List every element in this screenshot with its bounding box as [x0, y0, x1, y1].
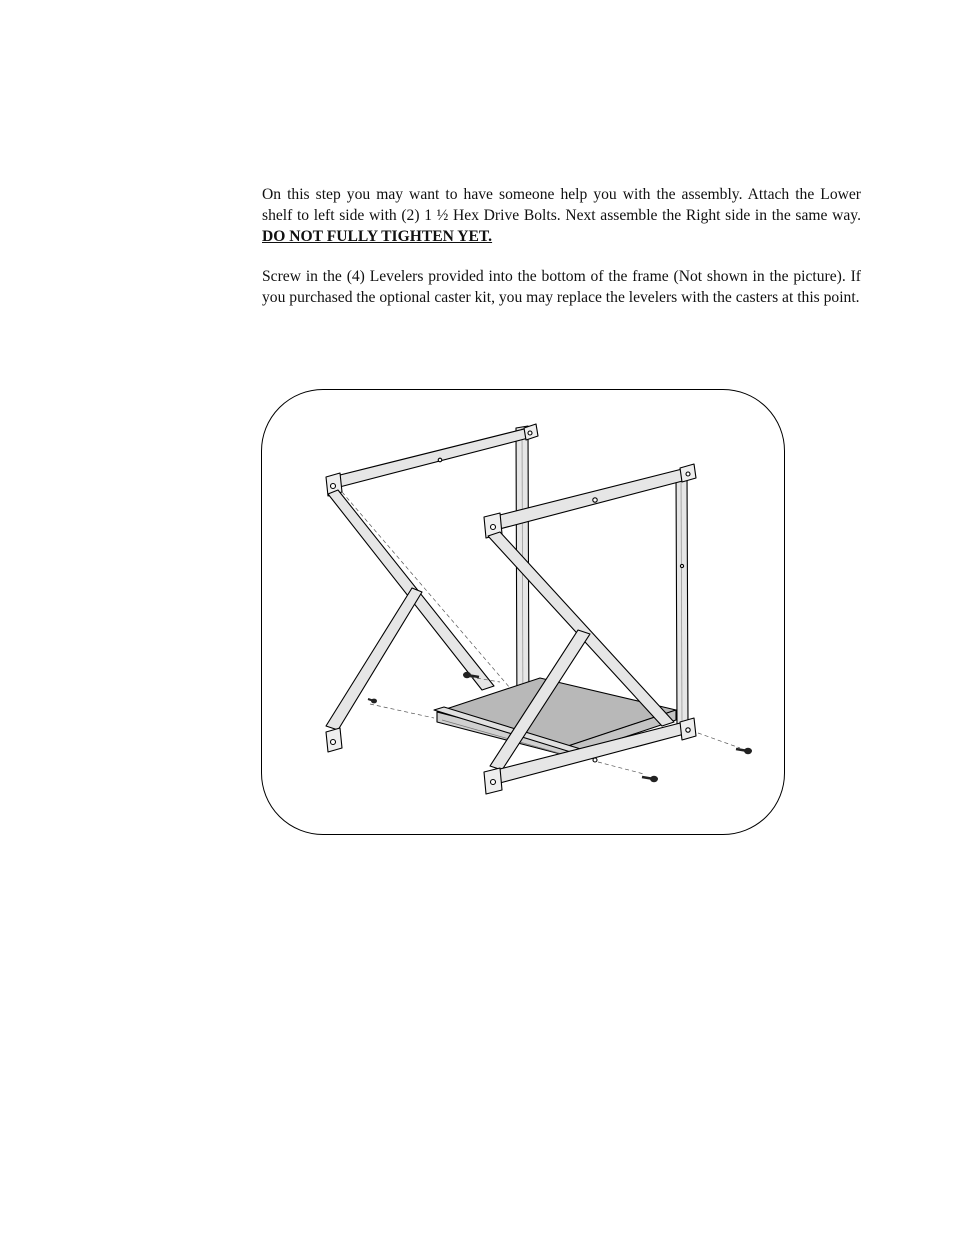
- instruction-paragraph-2: Screw in the (4) Levelers provided into the bottom of the frame (Not shown in the picture). If you purchased the optional caster kit, you may replace the levelers with the casters at this point.: [262, 268, 861, 306]
- instructions-text: [262, 184, 861, 308]
- assembly-illustration-frame: [261, 389, 785, 835]
- instruction-paragraph-1: [262, 184, 861, 247]
- instruction-text-1: On this step you may want to have someone help you with the assembly. Attach the Lower shelf to left side with (2) 1 ½ Hex Drive Bolts. Next assemble the Right side in the same way.: [262, 186, 861, 224]
- do-not-tighten-warning: DO NOT FULLY TIGHTEN YET.: [262, 228, 493, 245]
- assembly-illustration: [262, 390, 786, 836]
